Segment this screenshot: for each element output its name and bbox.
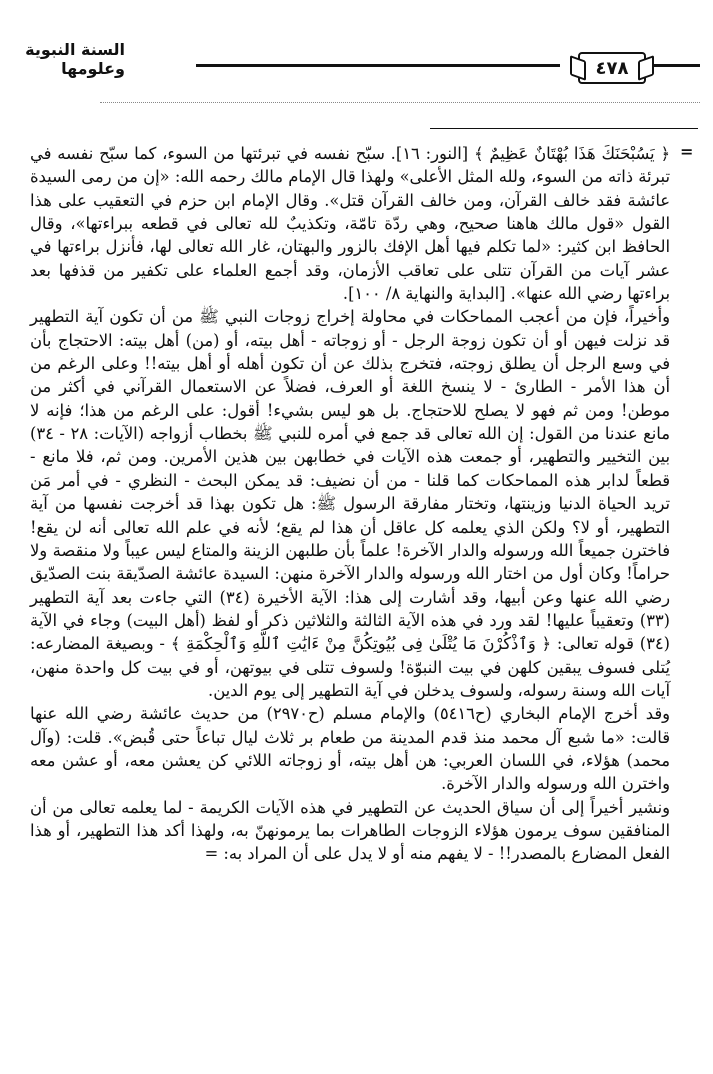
continuation-marker: =	[680, 142, 694, 161]
page-number: ٤٧٨	[595, 57, 629, 79]
page-number-ornament	[578, 52, 646, 84]
header-dotted-rule	[100, 102, 700, 103]
paragraph: ونشير أخيراً إلى أن سياق الحديث عن التطهير في هذه الآيات الكريمة - لما يعلمه تعالى من أن المنافقين سوف يرمون هؤلاء الزوجات الطاهرات بما يرمونهنّ به، ولهذا أكد هذا التطهير، أو هذا الفعل المضارع بالمصدر!! - لا يفهم منه أو لا يدل على أن المراد به: =	[30, 797, 670, 864]
footnote-body	[30, 142, 670, 866]
paragraph: ﴿ يَسُبْحَنَكَ هَذَا بُهْتَانٌ عَظِيمٌ ﴾ [النور: ١٦]. سبّح نفسه في تبرئتها من السوء، كما سبّح نفسه في تبرئة ذاته من السوء، ولله المثل الأعلى» ولهذا قال الإمام مالك رحمه الله: «إن من رمى السيدة عائشة فقد خالف القرآن، ومن خالف القرآن قتل». وقال الإمام ابن حزم في التعقيب على هذا القول «قول مالك هاهنا صحيح، وهي ردّة تامّة، وتكذيبٌ لله تعالى في قطعه ببراءتها»، وقال الحافظ ابن كثير: «لما تكلم فيها أهل الإفك بالزور والبهتان، غار الله تعالى لها، فأنزل براءتها في عشر آيات من القرآن تتلى على تعاقب الأزمان، وقد أجمع العلماء على تكفير من قذفها بعد براءتها رضي الله عنها». [البداية والنهاية ٨/ ١٠٠].	[30, 144, 670, 304]
paragraph: وأخيراً، فإن من أعجب المماحكات في محاولة إخراج زوجات النبي ﷺ من أن تكون آية التطهير قد نزلت فيهن أو أن تكون زوجة الرجل - أو زوجاته - أهل بيته، أو (من) أهل بيته: الاحتجاج بأن في وسع الرجل أن يطلق زوجته، فتخرج بذلك عن أن تكون أهله أو أهل بيته!! وعلى الرغم من أن هذا الأمر - الطارئ - لا ينسخ اللغة أو العرف، فضلاً عن الاستعمال القرآني في أكثر من موطن! ومن ثم فهو لا يصلح للاحتجاج. بل هو ليس بشيء! أقول: على الرغم من هذا؛ فإنه لا مانع عندنا من القول: إن الله تعالى قد جمع في أمره للنبي ﷺ بخطاب أزواجه (الآيات: ٢٨ - ٣٤) بين التخيير والتطهير، أو جمعت هذه الآيات في خطابهن بين هذين الأمرين. ومن ثم، فلا مانع - قطعاً لدابر هذه المماحكات كما قلنا - من أن نضيف: قد يمكن البحث - النظري - في أمر مَن تريد الحياة الدنيا وزينتها، وتختار مفارقة الرسول ﷺ: هل تكون بهذا قد أخرجت نفسها من آية التطهير، أو لا؟ ولكن الذي يعلمه كل عاقل أن هذا لم يقع؛ لأنه في علم الله تعالى أنه لن يقع! فاخترن جميعاً الله ورسوله والدار الآخرة! علماً بأن طلبهن الزينة والمتاع ليس عيباً ولا منقصة ولا حراماً! وكان أول من اختار الله ورسوله والدار الآخرة منهن: السيدة عائشة الصدّيقة بنت الصدّيق رضي الله عنها وعن أبيها، وقد أشارت إلى هذا: الآية الأخيرة (٣٤) التي جاءت بعد آية التطهير (٣٣) وتعقيباً عليها! لقد ورد في هذه الآية الثالثة والثلاثين ذكر أو لفظ (أهل البيت) وجاء في الآية (٣٤) قوله تعالى: ﴿ وَٱذْكُرْنَ مَا يُتْلَىٰ فِى بُيُوتِكُنَّ مِنْ ءَايَٰتِ ٱللَّهِ وَٱلْحِكْمَةِ ﴾ - وبصيغة المضارعه: يُتلى فسوف يبقين كلهن في بيت النبوّة! ولسوف تتلى في بيوتهن، أو في بيت كل واحدة منهن، آيات الله وسنة رسوله، ولسوف يدخلن في آية التطهير إلى يوم الدين.	[30, 307, 670, 700]
running-title: السنة النبوية وعلومها	[25, 40, 125, 78]
paragraph: وقد أخرج الإمام البخاري (ح٥٤١٦) والإمام مسلم (ح٢٩٧٠) من حديث عائشة رضي الله عنها قالت: «ما شبع آل محمد منذ قدم المدينة من طعام بر ثلاث ليال تباعاً حتى قُبض». قلت: (وآل محمد) هؤلاء، في اللسان العربي: هن أهل بيته، أو زوجاته اللائي كن يعشن معه، أو عشن معه واخترن الله ورسوله والدار الآخرة.	[30, 704, 670, 794]
page-header	[0, 30, 713, 100]
header-rule	[196, 64, 560, 67]
footnote-separator	[430, 128, 698, 129]
header-rule-tail	[652, 64, 700, 67]
